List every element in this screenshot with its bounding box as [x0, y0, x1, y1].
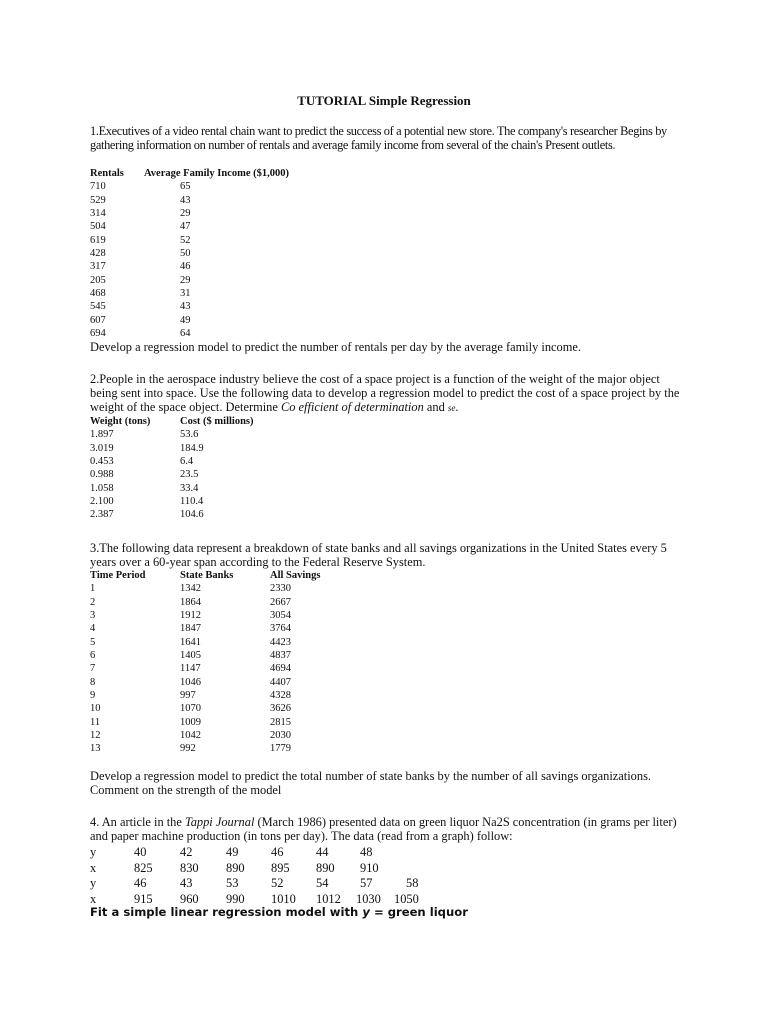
column-header: Time Period — [90, 570, 146, 581]
table-cell: 2330 — [270, 583, 291, 595]
question-2-and: and — [423, 400, 448, 414]
table-cell: 4328 — [270, 690, 291, 702]
table-cell: 1.897 — [90, 429, 114, 441]
table-cell: 2 — [90, 596, 96, 608]
column-header: Rentals — [90, 168, 124, 179]
table-cell: 504 — [90, 221, 106, 233]
table-cell: 6.4 — [180, 456, 194, 468]
table-cell: 1779 — [270, 743, 291, 755]
question-2-intro: 2.People in the aerospace industry believe the cost of a space project is a function of the weight of the major object being sent into space. Use the following data to develop a regression model to predict the cost of a space project by the weight of the space object. Determine — [90, 372, 680, 414]
table-cell: 895 — [271, 860, 290, 875]
table-cell: 830 — [180, 860, 199, 875]
table-cell: 1.058 — [90, 482, 114, 494]
table-cell: 3 — [90, 610, 96, 622]
table-cell: 890 — [316, 860, 335, 875]
table-cell: 1912 — [180, 610, 201, 622]
journal-name: Tappi Journal — [184, 815, 255, 829]
table-cell: 12 — [90, 730, 101, 742]
table-cell: 52 — [271, 876, 284, 890]
table-cell: 3.019 — [90, 442, 114, 454]
table-cell: 915 — [134, 891, 153, 906]
table-cell: 43 — [180, 194, 191, 206]
table-cell: 40 — [134, 845, 147, 859]
table-cell: 545 — [90, 301, 106, 313]
table-cell: 4837 — [270, 650, 291, 662]
table-cell: 990 — [226, 891, 245, 906]
question-3-text: 3.The following data represent a breakdown of state banks and all savings organizations in the United States every 5 years over a 60-year span according to the Federal Reserve System. — [90, 541, 667, 569]
table-cell: 1864 — [180, 596, 201, 608]
table-cell: 54 — [316, 876, 329, 890]
table-cell: 29 — [180, 208, 191, 220]
table-cell: 317 — [90, 261, 106, 273]
row-label: y — [90, 845, 97, 859]
table-cell: 0.453 — [90, 456, 114, 468]
table-cell: 314 — [90, 208, 106, 220]
table-cell: 1147 — [180, 663, 201, 675]
table-cell: 6 — [90, 650, 96, 662]
table-cell: 8 — [90, 676, 96, 688]
table-cell: 49 — [180, 314, 191, 326]
table-cell: 31 — [180, 288, 191, 300]
column-header: All Savings — [270, 570, 321, 581]
question-2-text — [90, 372, 680, 415]
table-cell: 992 — [180, 743, 196, 755]
table-cell: 529 — [90, 194, 106, 206]
table-cell: 1046 — [180, 676, 201, 688]
row-label: x — [90, 860, 97, 875]
table-cell: 607 — [90, 314, 106, 326]
table-cell: 5 — [90, 636, 96, 648]
question-4-intro: 4. An article in the — [90, 815, 185, 829]
table-cell: 3054 — [270, 610, 291, 622]
table-cell: 7 — [90, 663, 96, 675]
table-cell: 43 — [180, 301, 191, 313]
term-standard-error: se — [447, 403, 456, 413]
fit-variable: y — [362, 905, 370, 919]
table-cell: 65 — [180, 181, 191, 193]
question-1-task: Develop a regression model to predict the number of rentals per day by the average family income. — [90, 340, 581, 354]
question-3-task: Develop a regression model to predict the total number of state banks by the number of all savings organizations. Comment on the strength of the model — [90, 769, 651, 797]
table-cell: 694 — [90, 328, 106, 340]
table-cell: 2.100 — [90, 496, 114, 508]
table-cell: 29 — [180, 274, 191, 286]
table-cell: 110.4 — [180, 496, 204, 508]
table-cell: 1050 — [394, 891, 419, 906]
table-cell: 47 — [180, 221, 191, 233]
table-cell: 825 — [134, 860, 153, 875]
table-cell: 619 — [90, 234, 106, 246]
table-cell: 1012 — [316, 891, 341, 906]
table-cell: 9 — [90, 690, 96, 702]
table-cell: 53.6 — [180, 429, 199, 441]
table-cell: 1847 — [180, 623, 201, 635]
table-cell: 468 — [90, 288, 106, 300]
table-cell: 43 — [180, 876, 193, 890]
table-cell: 1070 — [180, 703, 201, 715]
table-cell: 46 — [271, 845, 284, 859]
table-cell: 2.387 — [90, 509, 114, 521]
table-cell: 428 — [90, 248, 106, 260]
table-cell: 4 — [90, 623, 96, 635]
table-cell: 49 — [226, 845, 239, 859]
page-title: TUTORIAL Simple Regression — [297, 93, 471, 108]
fit-suffix: = green liquor — [369, 905, 468, 919]
table-cell: 104.6 — [180, 509, 204, 521]
table-cell: 4423 — [270, 636, 291, 648]
table-cell: 2815 — [270, 716, 291, 728]
column-header: Average Family Income ($1,000) — [144, 168, 290, 179]
table-cell: 890 — [226, 860, 245, 875]
table-cell: 44 — [316, 845, 329, 859]
column-header: Cost ($ millions) — [180, 416, 254, 427]
question-4-body: (March 1986) presented data on green liquor Na2S concentration (in grams per liter) and paper machine production (in tons per day). The data (read from a graph) follow: — [90, 815, 677, 843]
table-cell: 58 — [406, 876, 419, 890]
table-cell: 1342 — [180, 583, 201, 595]
column-header: State Banks — [180, 570, 234, 581]
table-cell: 997 — [180, 690, 196, 702]
table-cell: 2667 — [270, 596, 291, 608]
table-cell: 1010 — [271, 891, 296, 906]
table-cell: 52 — [180, 234, 191, 246]
table-cell: 0.988 — [90, 469, 114, 481]
question-1-text: 1.Executives of a video rental chain want to predict the success of a potential new store. The company's researcher Begins by gathering information on number of rentals and average family income from several of the chain's Present outlets. — [90, 124, 667, 152]
question-2-end: . — [455, 400, 459, 414]
table-cell: 11 — [90, 716, 101, 728]
table-cell: 23.5 — [180, 469, 199, 481]
table-cell: 50 — [180, 248, 191, 260]
table-cell: 4407 — [270, 676, 291, 688]
table-cell: 2030 — [270, 730, 291, 742]
term-coefficient-of-determination: Co efficient of determination — [280, 400, 424, 414]
question-4-text — [90, 815, 680, 843]
table-cell: 960 — [180, 891, 199, 906]
table-cell: 1641 — [180, 636, 201, 648]
column-header: Weight (tons) — [90, 416, 151, 427]
table-cell: 1030 — [356, 891, 381, 906]
table-cell: 64 — [180, 328, 191, 340]
table-cell: 53 — [226, 876, 239, 890]
table-cell: 33.4 — [180, 482, 199, 494]
table-cell: 910 — [360, 860, 379, 875]
table-cell: 1009 — [180, 716, 201, 728]
table-cell: 710 — [90, 181, 106, 193]
table-cell: 1405 — [180, 650, 201, 662]
row-label: y — [90, 876, 97, 890]
table-cell: 1042 — [180, 730, 201, 742]
table-cell: 46 — [134, 876, 147, 890]
table-cell: 13 — [90, 743, 101, 755]
table-cell: 184.9 — [180, 442, 204, 454]
table-cell: 1 — [90, 583, 96, 595]
question-4-task — [90, 905, 468, 919]
table-cell: 205 — [90, 274, 106, 286]
table-cell: 57 — [360, 876, 373, 890]
table-cell: 42 — [180, 845, 193, 859]
table-cell: 46 — [180, 261, 191, 273]
row-label: x — [90, 891, 97, 906]
table-cell: 3764 — [270, 623, 291, 635]
table-cell: 10 — [90, 703, 101, 715]
table-cell: 4694 — [270, 663, 291, 675]
table-cell: 48 — [360, 845, 373, 859]
fit-prefix: Fit a simple linear regression model with — [90, 905, 363, 919]
table-cell: 3626 — [270, 703, 291, 715]
